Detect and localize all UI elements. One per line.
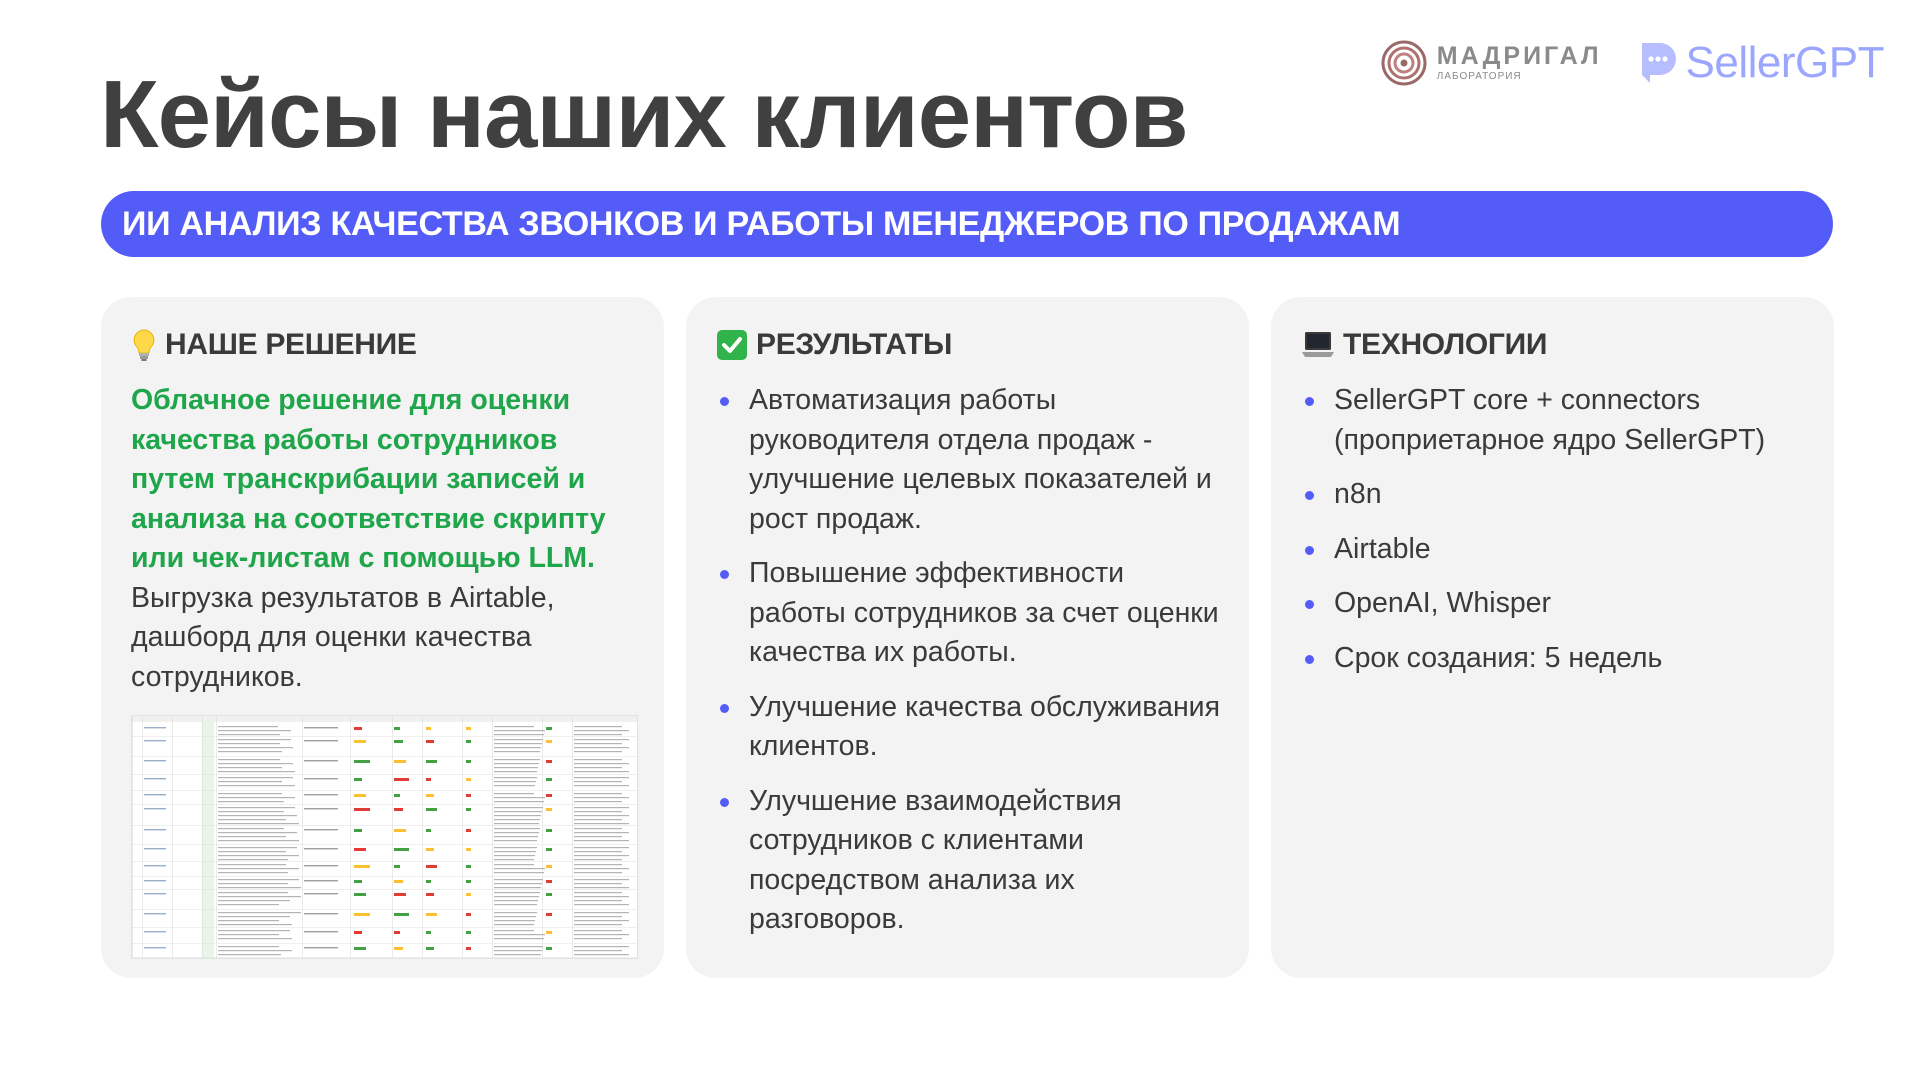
list-item: Улучшение взаимодействия сотрудников с клиентами посредством анализа их разговоров. xyxy=(716,782,1225,940)
sellergpt-logo xyxy=(1636,38,1884,88)
madrigal-subtitle: ЛАБОРАТОРИЯ xyxy=(1436,71,1522,82)
results-card-header xyxy=(716,325,1225,365)
list-item: Повышение эффективности работы сотрудников за счет оценки качества их работы. xyxy=(716,554,1225,673)
laptop-icon xyxy=(1301,330,1335,360)
topic-banner xyxy=(101,191,1833,257)
technologies-card-title: ТЕХНОЛОГИИ xyxy=(1343,328,1548,361)
technologies-card xyxy=(1271,297,1834,978)
madrigal-logo xyxy=(1381,40,1602,86)
technologies-card-header xyxy=(1301,325,1810,365)
solution-highlight: Облачное решение для оценки качества работы сотрудников путем транскрибации записей и анализа на соответствие скрипту или чек-листам с помощью LLM. xyxy=(131,384,606,574)
list-item: Улучшение качества обслуживания клиентов. xyxy=(716,688,1225,767)
results-card-title: РЕЗУЛЬТАТЫ xyxy=(756,328,953,361)
solution-card xyxy=(101,297,664,978)
lightbulb-icon xyxy=(131,328,157,362)
madrigal-logo-mark xyxy=(1381,40,1427,86)
check-mark-icon xyxy=(716,329,748,361)
madrigal-name: МАДРИГАЛ xyxy=(1436,42,1602,70)
sellergpt-logo-mark xyxy=(1636,39,1678,87)
results-list xyxy=(716,381,1225,940)
list-item: Автоматизация работы руководителя отдела продаж - улучшение целевых показателей и рост продаж. xyxy=(716,381,1225,539)
spreadsheet-preview xyxy=(132,716,637,958)
results-card xyxy=(686,297,1249,978)
list-item: SellerGPT core + connectors (проприетарное ядро SellerGPT) xyxy=(1301,381,1810,460)
topic-banner-text: ИИ АНАЛИЗ КАЧЕСТВА ЗВОНКОВ И РАБОТЫ МЕНЕДЖЕРОВ ПО ПРОДАЖАМ xyxy=(122,204,1401,243)
solution-card-title: НАШЕ РЕШЕНИЕ xyxy=(165,328,417,361)
solution-card-header xyxy=(131,325,640,365)
solution-description: Выгрузка результатов в Airtable, дашборд для оценки качества сотрудников. xyxy=(131,581,555,693)
sellergpt-name: SellerGPT xyxy=(1685,38,1884,87)
list-item: Срок создания: 5 недель xyxy=(1301,639,1810,679)
page-title: Кейсы наших клиентов xyxy=(100,61,1188,168)
solution-text xyxy=(131,381,640,697)
list-item: Airtable xyxy=(1301,530,1810,570)
list-item: n8n xyxy=(1301,475,1810,515)
technologies-list xyxy=(1301,381,1810,678)
list-item: OpenAI, Whisper xyxy=(1301,584,1810,624)
spreadsheet-screenshot xyxy=(131,715,638,959)
logos xyxy=(1381,38,1884,88)
